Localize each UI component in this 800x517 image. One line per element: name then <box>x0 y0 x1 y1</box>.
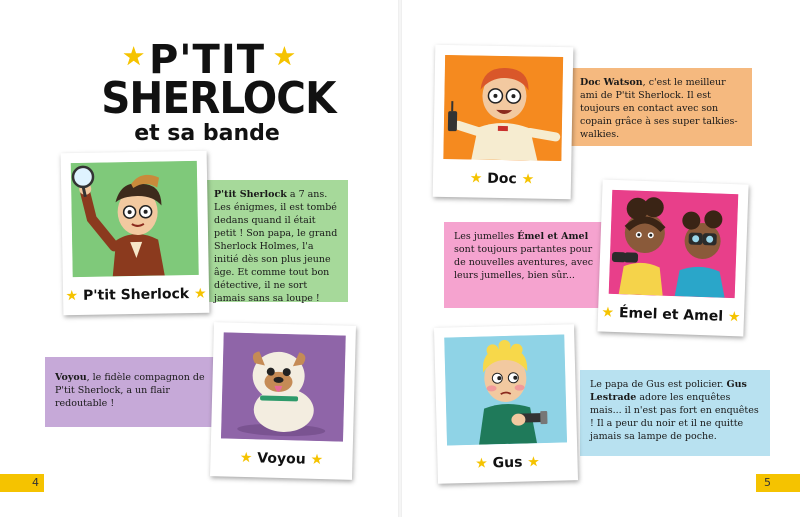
star-icon: ★ <box>122 42 146 72</box>
emel-amel-caption: ★ Émel et Amel ★ <box>601 304 741 326</box>
emel-amel-description <box>444 222 614 308</box>
star-icon: ★ <box>527 454 541 471</box>
doc-polaroid <box>433 45 574 199</box>
star-icon: ★ <box>475 455 488 472</box>
emel-amel-pre: Les jumelles <box>454 231 518 242</box>
ptit-sherlock-illustration <box>71 161 199 277</box>
ptit-sherlock-polaroid <box>61 151 210 316</box>
title-line-subtitle: et sa bande <box>134 121 280 146</box>
star-icon: ★ <box>601 304 615 321</box>
emel-amel-name: Émel et Amel <box>517 231 589 242</box>
star-icon: ★ <box>193 285 207 302</box>
voyou-caption: ★ Voyou ★ <box>239 449 324 469</box>
page-number-right: 5 <box>756 474 800 492</box>
book-gutter <box>398 0 402 517</box>
gus-polaroid <box>434 324 578 484</box>
binoculars-icon <box>612 252 638 263</box>
voyou-illustration <box>221 332 346 441</box>
star-icon: ★ <box>310 451 324 469</box>
ptit-sherlock-name: P'tit Sherlock <box>214 189 287 200</box>
doc-photo <box>443 55 563 161</box>
emel-amel-photo <box>609 190 739 298</box>
page-title <box>92 37 336 146</box>
gus-photo <box>444 334 567 445</box>
gus-pre: Le papa de Gus est policier. <box>590 379 727 390</box>
doc-illustration <box>443 55 563 161</box>
star-icon: ★ <box>469 170 483 187</box>
gus-description <box>580 370 770 456</box>
doc-text: , c'est le meilleur ami de P'tit Sherlock. Il est toujours en contact avec son copain grâce à ses super talkies-walkies. <box>580 77 738 140</box>
gus-illustration <box>444 334 567 445</box>
star-icon: ★ <box>272 42 296 72</box>
emel-amel-polaroid <box>597 179 748 336</box>
star-icon: ★ <box>521 171 535 188</box>
voyou-name: Voyou <box>55 372 87 383</box>
gus-caption: ★ Gus ★ <box>475 454 541 472</box>
doc-description <box>570 68 752 146</box>
voyou-text: , le fidèle compagnon de P'tit Sherlock, a un flair redoutable ! <box>55 372 205 409</box>
emel-amel-illustration <box>609 190 739 298</box>
ptit-sherlock-caption: ★ P'tit Sherlock ★ <box>65 285 207 305</box>
ptit-sherlock-photo <box>71 161 199 277</box>
doc-name: Doc Watson <box>580 77 643 88</box>
voyou-photo <box>221 332 346 441</box>
gus-text: adore les enquêtes mais... il n'est pas fort en enquêtes ! Il a peur du noir et il ne quitte jamais sa lampe de poche. <box>590 392 759 442</box>
voyou-description <box>45 357 219 427</box>
ptit-sherlock-text: a 7 ans. Les énigmes, il est tombé dedans quand il était petit ! Son papa, le grand Sherlock Holmes, l'a initié dès son plus jeune âge. Et comme tout bon détective, il ne sort jamais sans sa loupe ! <box>214 189 338 304</box>
doc-caption: ★ Doc ★ <box>469 170 535 188</box>
ptit-sherlock-description <box>204 180 348 302</box>
page-number-left: 4 <box>0 474 44 492</box>
star-icon: ★ <box>65 288 79 305</box>
emel-amel-text: sont toujours partantes pour de nouvelles aventures, avec leurs jumelles, bien sûr... <box>454 244 594 281</box>
star-icon: ★ <box>239 449 253 467</box>
star-icon: ★ <box>727 308 741 326</box>
gus-name: Gus Lestrade <box>590 379 747 403</box>
title-line-sherlock: SHERLOCK <box>101 73 336 124</box>
title-line-ptit: P'TIT <box>148 37 265 83</box>
voyou-polaroid <box>210 322 356 480</box>
